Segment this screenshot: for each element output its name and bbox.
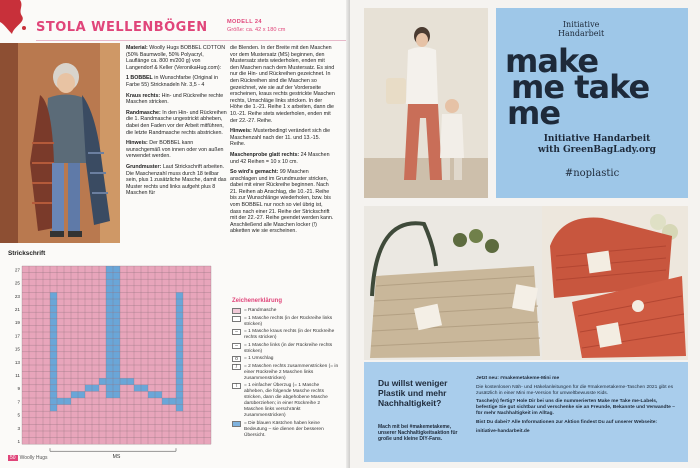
chart-blue-cell [50,358,57,365]
pattern-paragraph: die Blenden. In der Breite mit den Maschen vor dem Mustersatz (MS) beginnen, den Mustersatz stets wiederholen, enden mit den Maschen nach dem Mustersatz. Es sind nur die Hin- und Rückreihen gezeichnet. In den Rückreihen sind die Maschen so gezeichnet, wie sie auf der Vorderseite erscheinen, kraus rechts gestrickte Maschen rechts, Umschläge links stricken. In der Höhe die 1.-21. Reihe 1 x arbeiten, dann die 10.-21. Reihe stets wiederholen, enden mit der 22.-27. Reihe. [230,45,335,124]
chart-blue-cell [50,378,57,385]
ad-headline: make me take me [505,42,650,132]
legend-text: = Die blauen Kästchen haben keine Bedeutung – sie dienen der besseren Übersicht. [244,420,324,438]
legend-symbol: o [232,356,241,362]
mother-child-photo [364,8,488,198]
page-folio [8,455,48,461]
legend-text: = 1 Masche rechts (in der Rückreihe links stricken) [244,315,333,327]
chart-blue-cell [113,319,120,326]
chart-blue-cell [176,319,183,326]
legend-text: = 1 Umschlag [244,356,274,361]
chart-blue-cell [92,385,99,392]
chart-blue-cell [106,372,113,379]
chart-blue-cell [71,391,78,398]
chart-row-number: 9 [17,386,20,392]
chart-blue-cell [99,378,106,385]
legend-row [232,308,340,314]
chart-row-number: 27 [14,267,20,273]
chart-blue-cell [162,398,169,405]
model-label: MODELL 24 [227,19,262,25]
instructions-column-2 [230,45,335,239]
chart-blue-cell [134,385,141,392]
chart-blue-cell [113,325,120,332]
chart-blue-cell [176,325,183,332]
knitting-chart [8,260,228,460]
ad-hashtag: #noplastic [564,168,620,179]
chart-blue-cell [50,339,57,346]
initiative-logo: Initiative Handarbeit [558,20,605,38]
chart-blue-cell [127,378,134,385]
chart-blue-cell [113,372,120,379]
legend-symbol: – [232,329,241,335]
chart-blue-cell [113,266,120,273]
chart-row-number: 19 [14,320,20,326]
chart-blue-cell [50,306,57,313]
chart-blue-cell [176,398,183,405]
chart-blue-cell [85,385,92,392]
folio-brand: Woolly Hugs [19,455,48,461]
legend-row [232,421,340,439]
chart-row-number: 13 [14,359,20,365]
chart-blue-cell [106,292,113,299]
chart-blue-cell [176,306,183,313]
chart-blue-cell [113,286,120,293]
material-paragraph: Material: Woolly Hugs BOBBEL COTTON (50% Baumwolle, 50% Polyacryl, Lauflänge ca. 800 m/200 g) von Langendorf & Keller (VeronikaHug.com): [126,45,226,71]
chart-blue-cell [106,358,113,365]
chart-blue-cell [176,345,183,352]
chart-blue-cell [106,279,113,286]
knitted-bag-photo [364,206,542,360]
chart-blue-cell [50,385,57,392]
ms-label: MS [112,454,121,460]
chart-blue-cell [106,378,113,385]
legend-text: = 2 Maschen rechts zusammenstricken (= in einer Rückreihe 2 Maschen links zusammenstricken) [244,363,339,381]
grundmuster-paragraph: Grundmuster: Laut Strickschrift arbeiten. Die Maschenzahl muss durch 18 teilbar sein, plus 1 zusätzliche Masche, damit das Muster rechts und links aufgeht plus 8 Maschen für [126,163,227,197]
chart-blue-cell [106,391,113,398]
chart-blue-cell [50,391,57,398]
chart-blue-cell [106,306,113,313]
chart-blue-cell [113,365,120,372]
header-divider [36,40,346,41]
chart-blue-cell [155,391,162,398]
chart-row-number: 15 [14,346,20,352]
chart-blue-cell [64,398,71,405]
model-photo [0,43,120,243]
chart-row-number: 11 [15,373,20,378]
chart-blue-cell [176,339,183,346]
legend-text: = Randmasche [244,308,277,313]
chart-blue-cell [50,365,57,372]
chart-row-number: 1 [17,439,20,444]
chart-blue-cell [113,273,120,280]
chart-blue-cell [113,279,120,286]
chart-blue-cell [141,385,148,392]
chart-blue-cell [106,385,113,392]
legend-row [232,316,340,328]
chart-blue-cell [50,345,57,352]
chart-blue-cell [176,391,183,398]
chart-blue-cell [50,312,57,319]
paint-splash-icon [0,0,28,36]
info-question: Du willst weniger Plastik und mehr Nachhaltigkeit? [378,378,448,408]
chart-blue-cell [50,398,57,405]
ad-subheadline: Initiative Handarbeit with GreenBagLady.org [538,134,656,155]
website-link[interactable]: initiative-handarbeit.de [476,428,530,434]
chart-row-number: 7 [17,399,20,405]
info-box [364,362,688,462]
chart-blue-cell [176,365,183,372]
legend-symbol [232,316,241,322]
chart-row-number: 17 [14,333,20,339]
info-subtext: Mach mit bei #makemetakeme, unserer Nachhaltigkeitsaktion für große und kleine DIY-Fans. [378,424,458,442]
legend-text: = 1 einfacher Überzug (= 1 Masche abheben, die folgende Masche rechts stricken, dann die abgehobene Masche darüberziehen; in einer Rückreihe 2 Maschen links verschränkt zusammenstricken) [244,383,328,418]
chart-blue-cell [106,319,113,326]
chart-row-number: 25 [14,280,20,286]
chart-blue-cell [106,365,113,372]
legend-text: = 1 Masche links (in der Rückreihe rechts stricken) [244,342,333,354]
chart-blue-cell [113,312,120,319]
chart-row-number: 5 [17,412,20,418]
legend-row [232,364,340,382]
so-wirds-gemacht-paragraph: So wird's gemacht: 99 Maschen anschlagen und im Grundmuster stricken, dabei mit einer Rückreihe beginnen. Nach 21. Reihen ab Anschlag, die 10.-21. Reihe bis zur Wunschlänge wiederholen, bzw. bis vom BOBBEL nur noch so viel übrig ist, dass nach einer 21. Reihe der Strickschrift mit der 22.-27. Reihe geendet werden kann. Anschließend alle Maschen locker (!) abketten wie sie erscheinen. [230,169,334,235]
chart-blue-cell [50,372,57,379]
page-number: 50 [10,455,16,461]
chart-blue-cell [120,378,127,385]
chart-blue-cell [113,306,120,313]
chart-blue-cell [50,292,57,299]
chart-blue-cell [176,332,183,339]
chart-blue-cell [176,378,183,385]
chart-blue-cell [113,339,120,346]
chart-blue-cell [50,319,57,326]
ms-bracket [50,448,176,451]
legend-symbol [232,308,241,314]
chart-blue-cell [113,352,120,359]
chart-blue-cell [176,385,183,392]
chart-blue-cell [176,312,183,319]
legend [232,308,340,440]
chart-title: Strickschrift [8,250,46,257]
hinweis-paragraph: Hinweis: Der BOBBEL kann wunschgemäß von innen oder von außen verwendet werden. [126,140,224,160]
legend-symbol: – [232,343,241,349]
chart-row-number: 21 [14,307,20,312]
legend-row [232,343,340,355]
chart-blue-cell [176,292,183,299]
chart-blue-cell [106,332,113,339]
legend-symbol: / [232,364,241,370]
chart-blue-cell [106,345,113,352]
chart-blue-cell [57,398,64,405]
info-text: Jetzt neu: #makemetakeme-Mini me Die kostenlosen Näh- und Häkelanleitungen für die #makemetakeme-Taschen 2021 gibt es zusätzlich in einer Mini me-Version für umweltbewusste Kids. Tasche(n) fertig? Hole Dir bei uns die nummerierten Make me Take me-Labels, befestige Sie gut sichtbar und verschenke sie an Freunde, Bekannte und Verwandte – für mehr Nachhaltigkeit im Alltag. Bist Du dabei? Alle Informationen zur Aktion findest Du auf unserer Webseite: initiative-handarbeit.de [476,376,675,434]
chart-blue-cell [169,398,176,405]
chart-blue-cell [113,345,120,352]
chart-blue-cell [113,385,120,392]
page-title: STOLA WELLENBÖGEN [36,20,208,35]
chart-blue-cell [113,332,120,339]
chart-blue-cell [113,378,120,385]
chart-row-number: 3 [17,425,20,431]
legend-row [232,356,340,362]
chart-blue-cell [176,299,183,306]
chart-blue-cell [106,339,113,346]
legend-symbol [232,421,241,427]
chart-blue-cell [106,299,113,306]
chart-blue-cell [106,266,113,273]
legend-title: Zeichenerklärung [232,298,283,304]
legend-text: = 1 Masche kraus rechts (in der Rückreihe rechts stricken) [244,329,335,340]
chart-blue-cell [106,286,113,293]
chart-blue-cell [113,391,120,398]
chart-blue-cell [78,391,85,398]
chart-blue-cell [50,405,57,412]
chart-blue-cell [50,325,57,332]
kraus-rechts-paragraph: Kraus rechts: Hin- und Rückreihe rechte Maschen stricken. [126,92,224,106]
crocheted-bag-photo [542,206,688,360]
chart-blue-cell [113,299,120,306]
chart-blue-cell [50,352,57,359]
chart-blue-cell [106,312,113,319]
chart-blue-cell [106,273,113,280]
chart-blue-cell [176,352,183,359]
chart-blue-cell [106,325,113,332]
hinweis-2-paragraph: Hinweis: Musterbedingt verändert sich die Maschenzahl nach der 11. und 13.-15. Reihe. [230,128,331,148]
maschenprobe-paragraph: Maschenprobe glatt rechts: 24 Maschen und 42 Reihen = 10 x 10 cm. [230,151,330,165]
legend-row [232,383,340,419]
randmasche-paragraph: Randmasche: In den Hin- und Rückreihen die 1. Randmasche ungestrickt abheben, dabei den Faden vor der Arbeit mitführen, die letzte Randmasche rechts abstricken. [126,109,227,136]
bobbel-paragraph: 1 BOBBEL in Wunschfarbe (Original in Farbe 55) Stricknadeln Nr. 3,5 - 4 [126,75,219,88]
chart-blue-cell [50,332,57,339]
chart-blue-cell [113,358,120,365]
chart-row-number: 23 [14,293,20,299]
chart-blue-cell [176,372,183,379]
instructions-column-1 [126,45,228,201]
chart-blue-cell [176,358,183,365]
legend-row [232,329,340,341]
size-label: Größe: ca. 42 x 180 cm [227,27,286,33]
chart-blue-cell [50,299,57,306]
chart-blue-cell [148,391,155,398]
legend-symbol: \ [232,383,241,389]
right-page [350,0,700,468]
chart-blue-cell [176,405,183,412]
chart-blue-cell [106,352,113,359]
chart-blue-cell [113,292,120,299]
